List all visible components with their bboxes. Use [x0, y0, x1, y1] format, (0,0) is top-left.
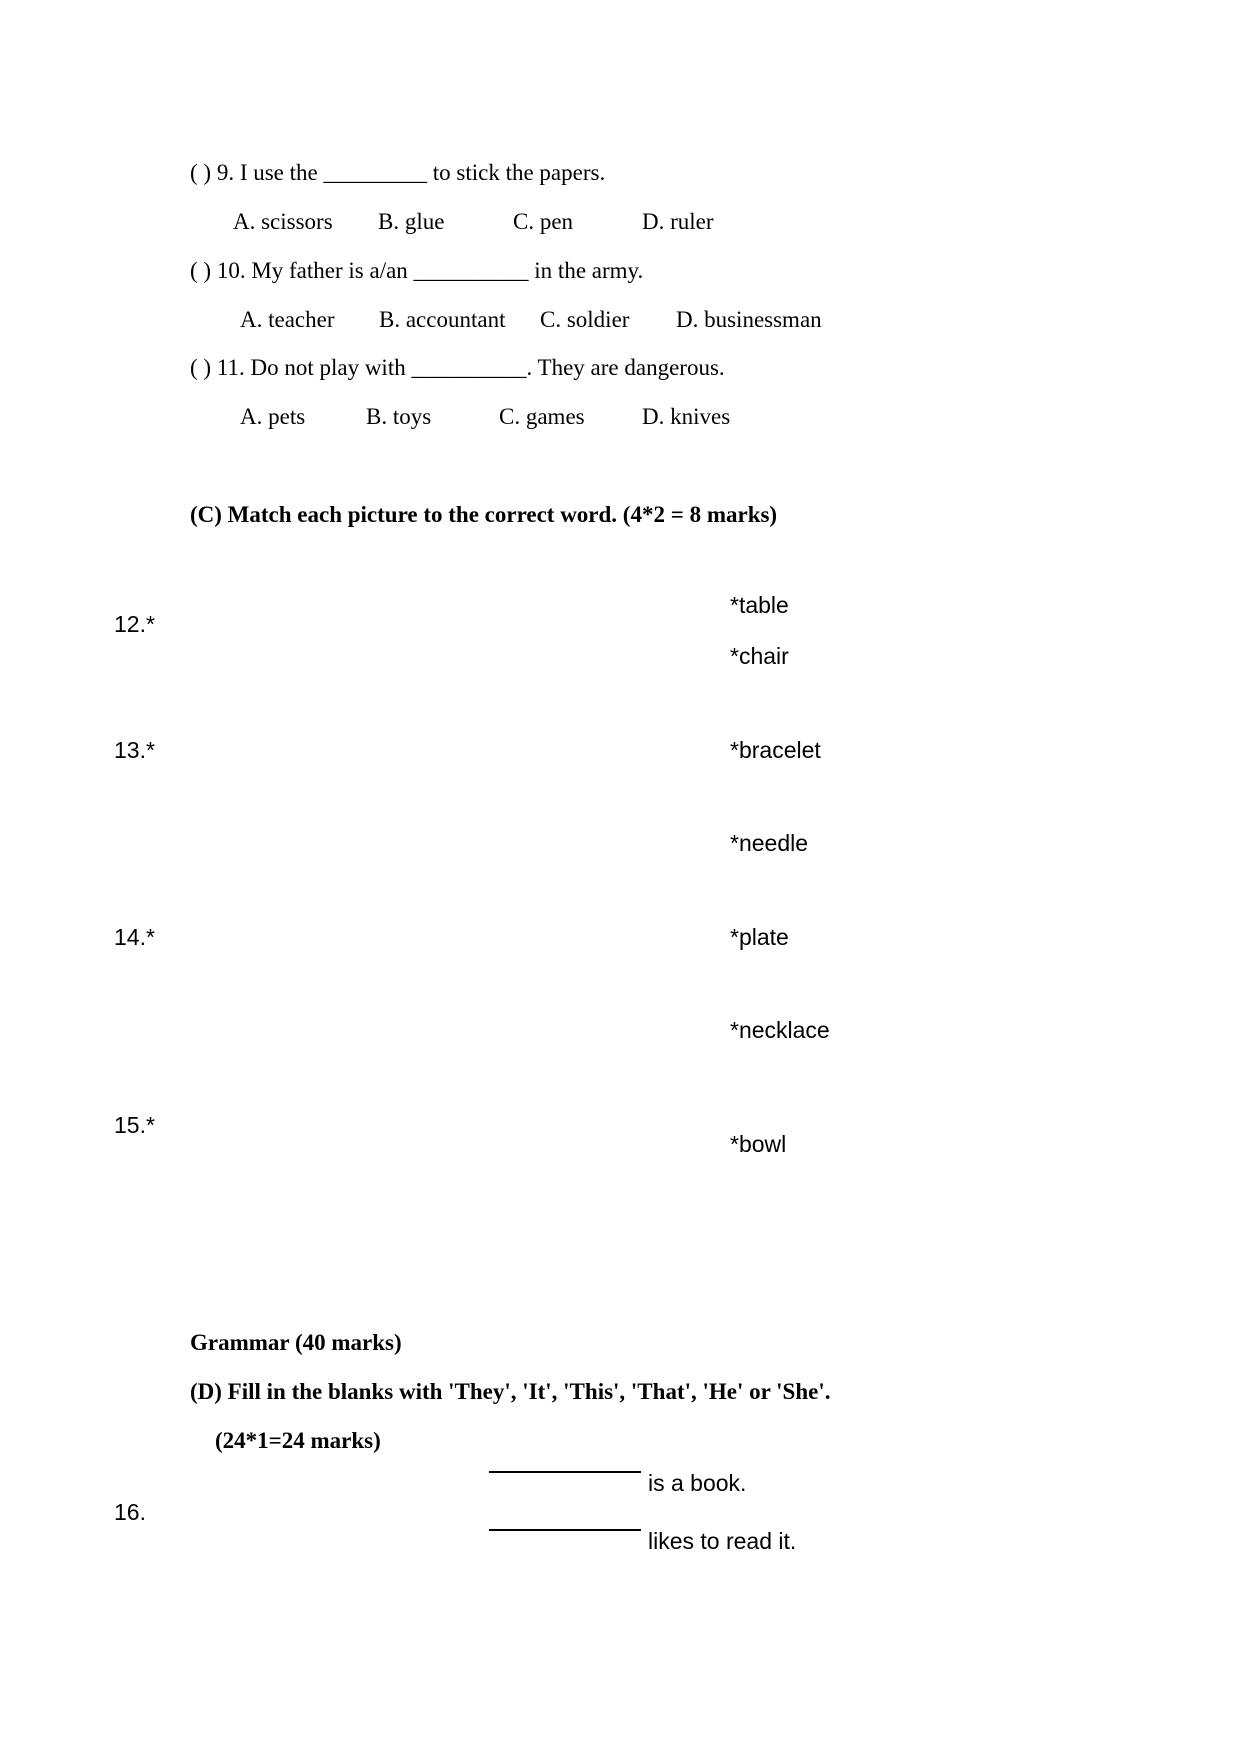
question-9-suffix: to stick the papers. [432, 160, 606, 185]
q16-blank-2[interactable] [489, 1529, 641, 1531]
q11-option-a: A. pets [240, 404, 306, 429]
question-10-prefix: ( ) 10. My father is a/an [190, 258, 408, 283]
section-d-marks: (24*1=24 marks) [215, 1428, 381, 1453]
question-10-suffix: in the army. [534, 258, 644, 283]
match-number-13: 13.* [114, 737, 155, 763]
q11-option-b: B. toys [366, 404, 432, 429]
match-number-15: 15.* [114, 1112, 155, 1138]
q10-option-d: D. businessman [676, 307, 822, 332]
match-number-12: 12.* [114, 611, 155, 637]
match-number-14: 14.* [114, 924, 155, 950]
question-11 [190, 355, 725, 381]
match-word-bowl: *bowl [730, 1131, 787, 1157]
q9-option-b: B. glue [378, 209, 445, 234]
section-d-heading: (D) Fill in the blanks with 'They', 'It', 'This', 'That', 'He' or 'She'. [190, 1379, 831, 1404]
question-9 [190, 160, 605, 186]
q10-option-a: A. teacher [240, 307, 335, 332]
grammar-heading: Grammar (40 marks) [190, 1330, 402, 1355]
question-9-prefix: ( ) 9. I use the [190, 160, 318, 185]
q10-option-b: B. accountant [379, 307, 506, 332]
match-word-necklace: *necklace [730, 1017, 830, 1043]
question-10 [190, 258, 643, 284]
match-word-chair: *chair [730, 643, 789, 669]
question-10-blank: __________ [413, 258, 529, 283]
match-word-plate: *plate [730, 924, 789, 950]
question-11-suffix: . They are dangerous. [526, 355, 725, 380]
match-word-bracelet: *bracelet [730, 737, 821, 763]
question-11-blank: __________ [411, 355, 527, 380]
q16-line-1-text: is a book. [648, 1470, 747, 1496]
q10-option-c: C. soldier [540, 307, 630, 332]
match-word-needle: *needle [730, 830, 809, 856]
section-c-heading: (C) Match each picture to the correct word. (4*2 = 8 marks) [190, 502, 778, 527]
q16-line-2-text: likes to read it. [648, 1528, 797, 1554]
q9-option-a: A. scissors [233, 209, 333, 234]
question-16-number: 16. [114, 1499, 146, 1525]
q11-option-d: D. knives [642, 404, 731, 429]
question-9-blank: _________ [323, 160, 427, 185]
q16-blank-1[interactable] [489, 1471, 641, 1473]
q9-option-c: C. pen [513, 209, 574, 234]
question-11-prefix: ( ) 11. Do not play with [190, 355, 406, 380]
match-word-table: *table [730, 592, 789, 618]
q11-option-c: C. games [499, 404, 585, 429]
q9-option-d: D. ruler [642, 209, 714, 234]
